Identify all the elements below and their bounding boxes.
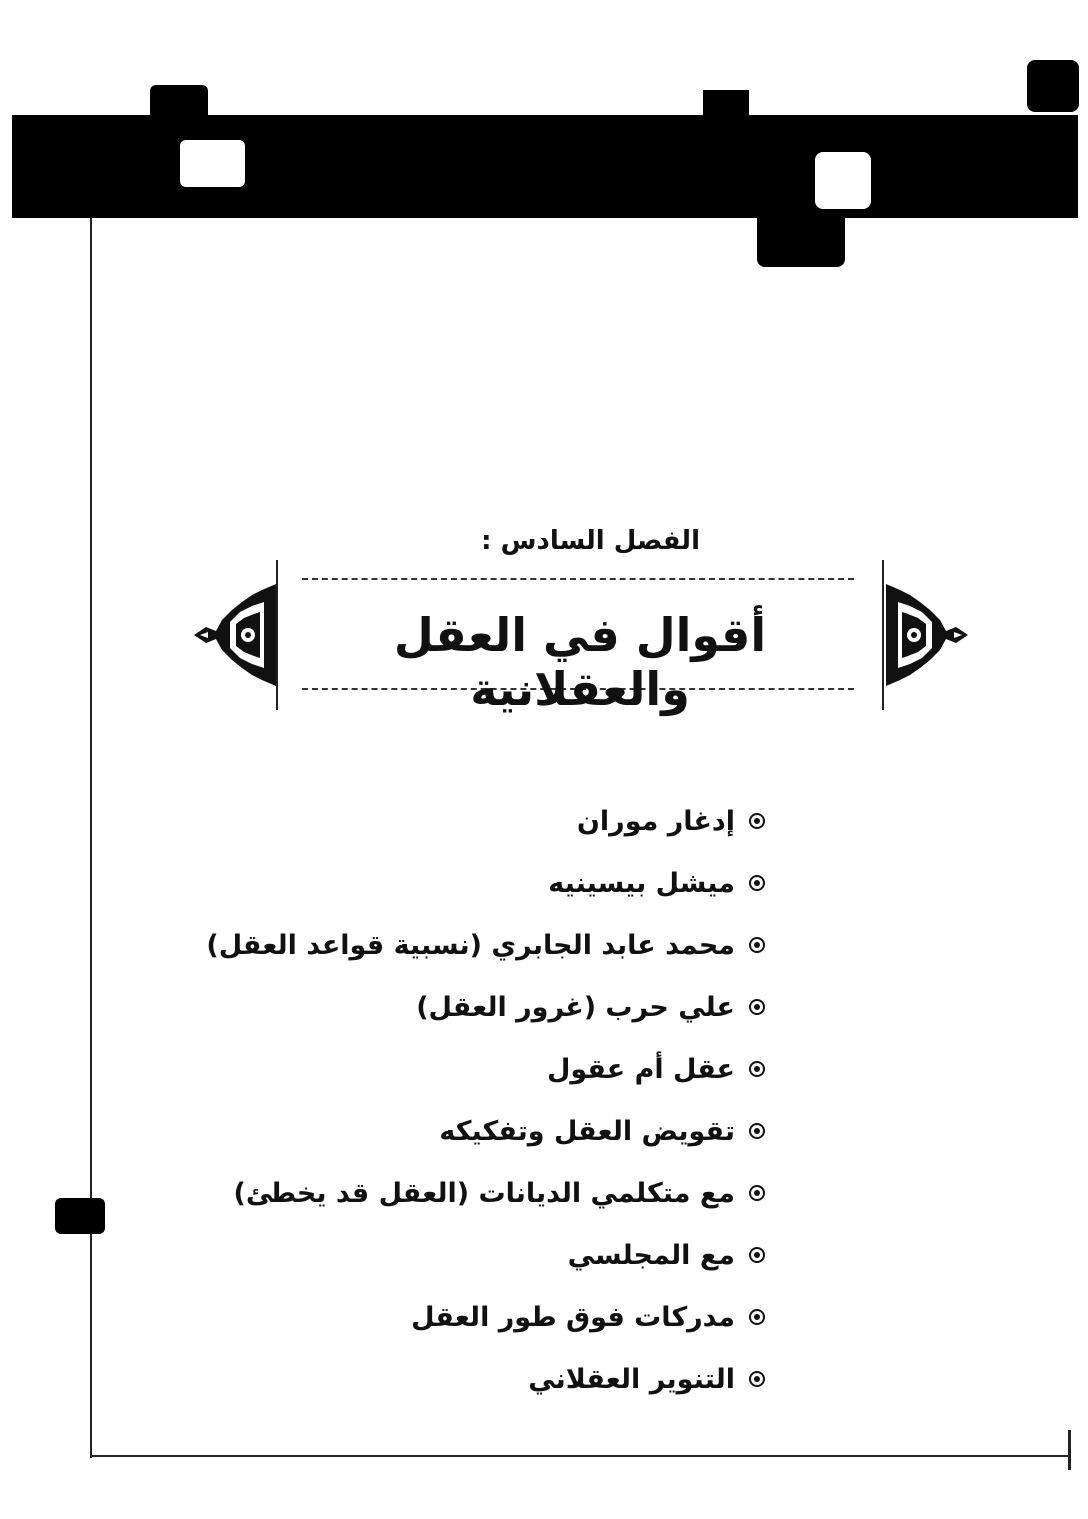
circle-dot-icon — [749, 937, 765, 953]
toc-item — [200, 1162, 765, 1224]
circle-dot-icon — [749, 1123, 765, 1139]
toc-item — [200, 852, 765, 914]
toc-item — [200, 1224, 765, 1286]
toc-item-label: ميشل بيسينيه — [548, 867, 735, 899]
frame-left-line — [90, 218, 92, 1458]
toc-item-label: مع المجلسي — [567, 1239, 735, 1271]
circle-dot-icon — [749, 1061, 765, 1077]
left-ornament-icon — [192, 580, 278, 690]
toc-item — [200, 1286, 765, 1348]
circle-dot-icon — [749, 1309, 765, 1325]
toc-item — [200, 790, 765, 852]
banner-top-dashes — [302, 578, 854, 580]
toc-item — [200, 1348, 765, 1410]
toc-item-label: تقويض العقل وتفكيكه — [439, 1115, 735, 1147]
toc-item — [200, 976, 765, 1038]
toc-item-label: مدركات فوق طور العقل — [411, 1301, 735, 1333]
circle-dot-icon — [749, 1247, 765, 1263]
circle-dot-icon — [749, 875, 765, 891]
circle-dot-icon — [749, 999, 765, 1015]
toc-item-label: إدغار موران — [576, 805, 735, 837]
toc-item-label: عقل أم عقول — [546, 1053, 735, 1085]
right-ornament-icon — [884, 580, 970, 690]
circle-dot-icon — [749, 1371, 765, 1387]
chapter-title-banner — [190, 560, 970, 716]
toc-item-label: مع متكلمي الديانات (العقل قد يخطئ) — [233, 1177, 735, 1209]
circle-dot-icon — [749, 813, 765, 829]
chapter-label: الفصل السادس : — [481, 526, 700, 556]
toc-item-label: التنوير العقلاني — [528, 1363, 735, 1395]
chapter-title: أقوال في العقل والعقلانية — [393, 608, 767, 716]
toc-item-label: محمد عابد الجابري (نسبية قواعد العقل) — [206, 929, 735, 961]
toc-item — [200, 914, 765, 976]
frame-right-tick — [1068, 1430, 1071, 1470]
toc-item-label: علي حرب (غرور العقل) — [416, 991, 735, 1023]
frame-bottom-line — [90, 1455, 1068, 1457]
page-tab-marker — [55, 1198, 105, 1234]
toc-item — [200, 1038, 765, 1100]
circle-dot-icon — [749, 1185, 765, 1201]
toc-list — [200, 790, 765, 1410]
toc-item — [200, 1100, 765, 1162]
